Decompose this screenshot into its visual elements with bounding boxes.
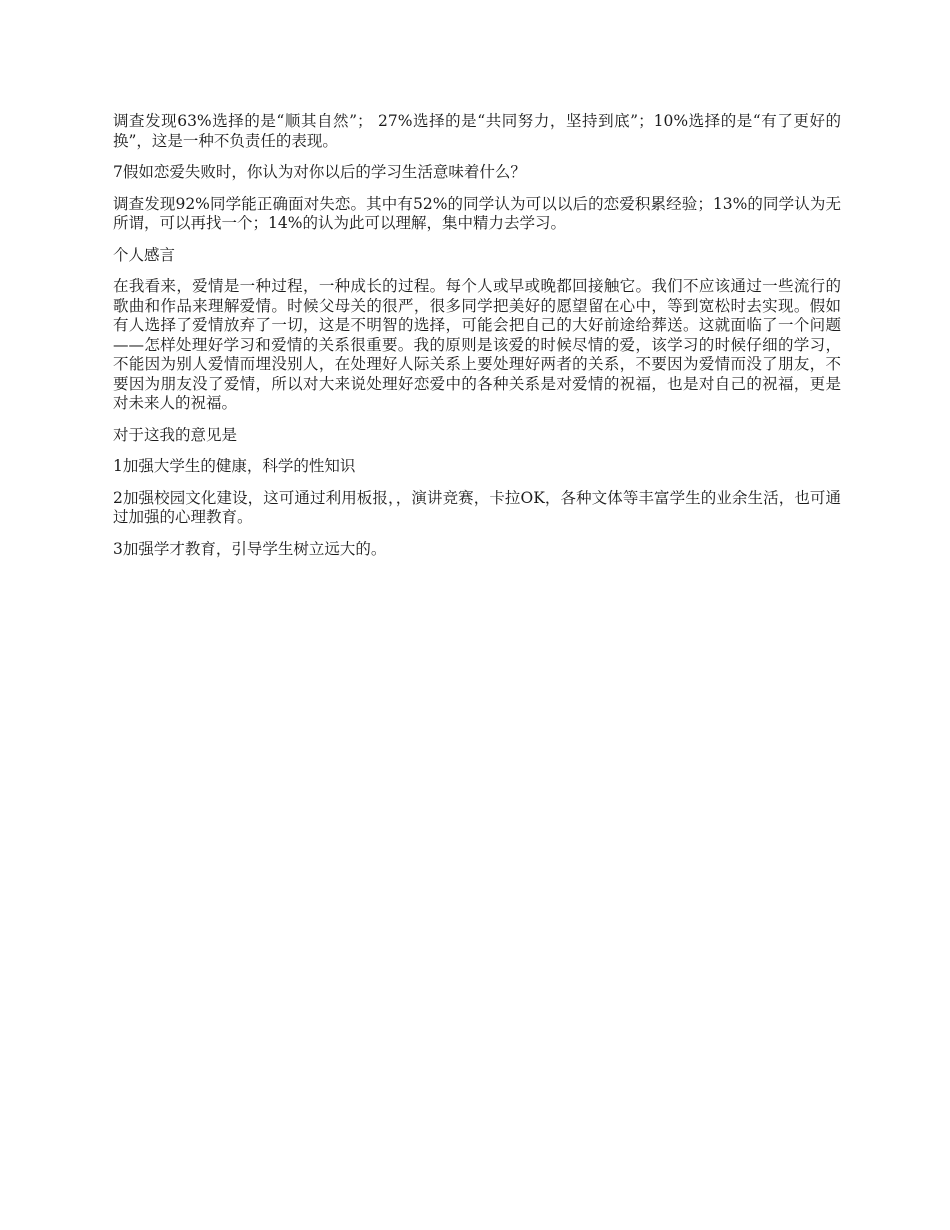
- personal-thoughts-paragraph: 在我看来，爱情是一种过程，一种成长的过程。每个人或早或晚都回接触它。我们不应该通过一些流行的歌曲和作品来理解爱情。时候父母关的很严，很多同学把美好的愿望留在心中，等到宽松时去实现。假如有人选择了爱情放弃了一切，这是不明智的选择，可能会把自己的大好前途给葬送。这就面临了一个问题——怎样处理好学习和爱情的关系很重要。我的原则是该爱的时候尽情的爱，该学习的时候仔细的学习，不能因为别人爱情而埋没别人，在处理好人际关系上要处理好两者的关系，不要因为爱情而没了朋友，不要因为朋友没了爱情，所以对大来说处理好恋爱中的各种关系是对爱情的祝福，也是对自己的祝福，更是对未来人的祝福。: [113, 277, 841, 412]
- survey-result-paragraph: 调查发现63%选择的是“顺其自然”； 27%选择的是“共同努力，坚持到底”；10%选择的是“有了更好的换”，这是一种不负责任的表现。: [113, 112, 841, 150]
- personal-thoughts-heading: 个人感言: [113, 245, 176, 264]
- question-7-heading: 7假如恋爱失败时，你认为对你以后的学习生活意味着什么？: [113, 163, 526, 181]
- suggestion-item-1: 1加强大学生的健康，科学的性知识: [113, 457, 356, 475]
- breakup-survey-paragraph: 调查发现92%同学能正确面对失恋。其中有52%的同学认为可以以后的恋爱积累经验；13%的同学认为无所谓，可以再找一个；14%的认为此可以理解，集中精力去学习。: [113, 194, 841, 232]
- suggestion-item-2: 2加强校园文化建设，这可通过利用板报，，演讲竞赛，卡拉OK，各种文体等丰富学生的业余生活，也可通过加强的心理教育。: [113, 488, 841, 526]
- suggestion-item-3: 3加强学才教育，引导学生树立远大的。: [113, 539, 387, 558]
- suggestions-intro: 对于这我的意见是: [113, 425, 238, 444]
- document-page: [113, 112, 841, 571]
